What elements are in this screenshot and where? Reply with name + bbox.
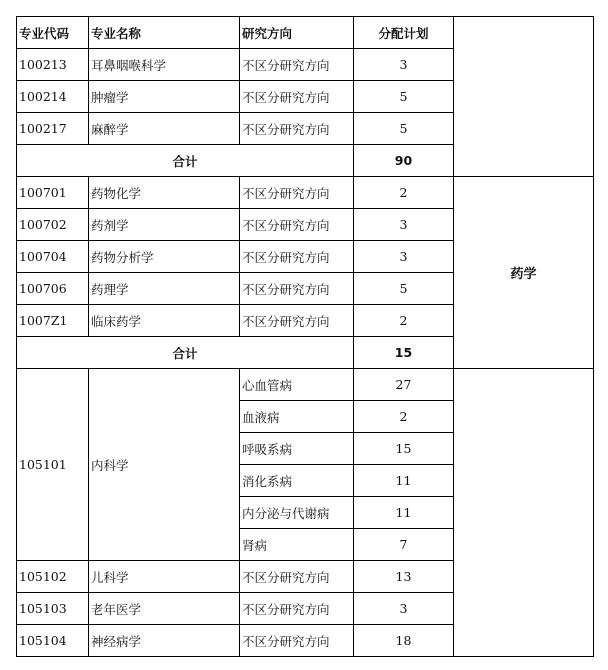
row-direction: 不区分研究方向 [240, 177, 354, 209]
row-direction: 不区分研究方向 [240, 561, 354, 593]
row-direction: 不区分研究方向 [240, 625, 354, 657]
row-code: 105103 [17, 593, 89, 625]
row-name: 儿科学 [89, 561, 240, 593]
row-plan: 18 [354, 625, 454, 657]
row-direction: 呼吸系病 [240, 433, 354, 465]
row-direction: 血液病 [240, 401, 354, 433]
row-code: 100217 [17, 113, 89, 145]
row-code: 105101 [17, 369, 89, 561]
row-plan: 2 [354, 177, 454, 209]
row-plan: 2 [354, 401, 454, 433]
row-direction: 不区分研究方向 [240, 305, 354, 337]
row-direction: 不区分研究方向 [240, 49, 354, 81]
row-direction: 不区分研究方向 [240, 209, 354, 241]
enrollment-plan-table [16, 16, 594, 657]
row-name: 药剂学 [89, 209, 240, 241]
row-plan: 5 [354, 81, 454, 113]
row-code: 100706 [17, 273, 89, 305]
row-name: 老年医学 [89, 593, 240, 625]
row-plan: 5 [354, 273, 454, 305]
row-plan: 27 [354, 369, 454, 401]
table-header-row [17, 17, 594, 49]
row-direction: 不区分研究方向 [240, 81, 354, 113]
row-direction: 不区分研究方向 [240, 241, 354, 273]
row-direction: 肾病 [240, 529, 354, 561]
row-direction: 不区分研究方向 [240, 113, 354, 145]
row-plan: 11 [354, 465, 454, 497]
row-plan: 11 [354, 497, 454, 529]
row-plan: 15 [354, 433, 454, 465]
row-code: 1007Z1 [17, 305, 89, 337]
row-code: 100213 [17, 49, 89, 81]
row-direction: 内分泌与代谢病 [240, 497, 354, 529]
row-name: 药物分析学 [89, 241, 240, 273]
row-plan: 3 [354, 209, 454, 241]
row-code: 100704 [17, 241, 89, 273]
row-name: 麻醉学 [89, 113, 240, 145]
row-code: 100701 [17, 177, 89, 209]
header-name: 专业名称 [89, 17, 240, 49]
row-direction: 消化系病 [240, 465, 354, 497]
row-code: 100214 [17, 81, 89, 113]
row-plan: 13 [354, 561, 454, 593]
total-label: 合计 [17, 145, 354, 177]
row-code: 105102 [17, 561, 89, 593]
row-plan: 3 [354, 49, 454, 81]
total-value: 90 [354, 145, 454, 177]
department-name: 药学 [454, 177, 594, 369]
row-name: 药物化学 [89, 177, 240, 209]
table-row [17, 177, 594, 209]
row-plan: 2 [354, 305, 454, 337]
row-plan: 5 [354, 113, 454, 145]
table-row [17, 369, 594, 401]
header-direction: 研究方向 [240, 17, 354, 49]
row-code: 100702 [17, 209, 89, 241]
row-code: 105104 [17, 625, 89, 657]
row-direction: 不区分研究方向 [240, 273, 354, 305]
row-name: 耳鼻咽喉科学 [89, 49, 240, 81]
row-name: 神经病学 [89, 625, 240, 657]
header-plan: 分配计划 [354, 17, 454, 49]
row-plan: 7 [354, 529, 454, 561]
row-plan: 3 [354, 241, 454, 273]
row-name: 临床药学 [89, 305, 240, 337]
row-direction: 不区分研究方向 [240, 593, 354, 625]
row-name: 药理学 [89, 273, 240, 305]
total-value: 15 [354, 337, 454, 369]
department-cell-empty [454, 369, 594, 657]
row-direction: 心血管病 [240, 369, 354, 401]
row-name: 内科学 [89, 369, 240, 561]
total-label: 合计 [17, 337, 354, 369]
row-plan: 3 [354, 593, 454, 625]
row-name: 肿瘤学 [89, 81, 240, 113]
department-cell-empty [454, 17, 594, 177]
header-code: 专业代码 [17, 17, 89, 49]
